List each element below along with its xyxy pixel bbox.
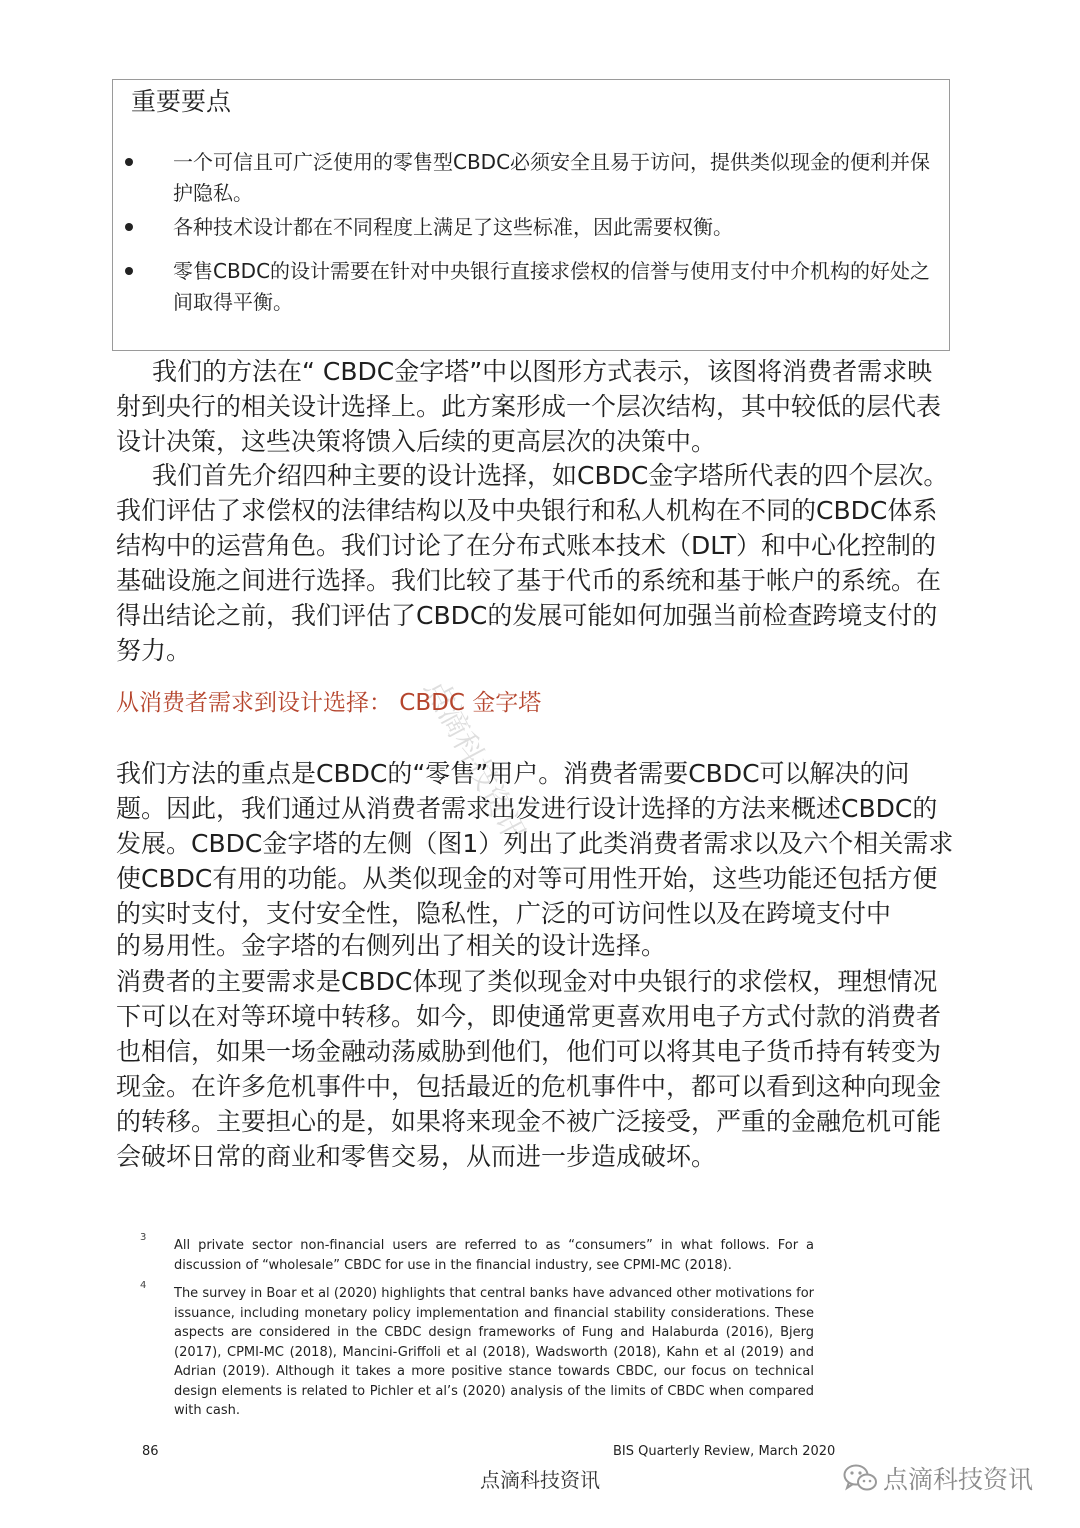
paragraph-cash-claim: 消费者的主要需求是CBDC体现了类似现金对中央银行的求偿权，理想情况下可以在对等环境中转移。如今，即使通常更喜欢用电子方式付款的消费者也相信，如果一场金融动荡威胁到他们，他们可以将其电子货币持有转变为现金。在许多危机事件中，包括最近的危机事件中，都可以看到这种向现金的转移。主要担心的是，如果将来现金不被广泛接受，严重的金融危机可能会破坏日常的商业和零售交易，从而进一步造成破坏。 <box>116 967 942 1171</box>
journal-title: BIS Quarterly Review, March 2020 <box>613 1444 836 1459</box>
key-point-text: 零售CBDC的设计需要在针对中央银行直接求偿权的信誉与使用支付中介机构的好处之间取得平衡。 <box>173 259 931 314</box>
footnote-number: 3 <box>140 1232 147 1243</box>
section-heading: 从消费者需求到设计选择： CBDC 金字塔 <box>116 690 542 716</box>
bullet-dot-icon <box>125 267 133 275</box>
key-point-text: 一个可信且可广泛使用的零售型CBDC必须安全且易于访问，提供类似现金的便利并保护隐私。 <box>173 150 931 205</box>
wechat-account[interactable] <box>843 1462 1033 1494</box>
footnote-3 <box>140 1232 820 1275</box>
paragraph-method: 我们的方法在“ CBDC金字塔”中以图形方式表示，该图将消费者需求映射到央行的相关设计选择上。此方案形成一个层次结构，其中较低的层代表设计决策，这些决策将馈入后续的更高层次的决策中。 <box>116 357 942 456</box>
footnote-text: All private sector non-financial users are referred to as “consumers” in what follows. For a discussion of “wholesale” CBDC for use in the financial industry, see CPMI-MC (2018). <box>174 1238 814 1273</box>
paragraph-consumer-needs: 我们方法的重点是CBDC的“零售”用户。消费者需要CBDC可以解决的问题。因此，我们通过从消费者需求出发进行设计选择的方法来概述CBDC的发展。CBDC金字塔的左侧（图1）列出了此类消费者需求以及六个相关需求使CBDC有用的功能。从类似现金的对等可用性开始，这些功能还包括方便的实时支付，支付安全性，隐私性，广泛的可访问性以及在跨境支付中 <box>116 759 954 928</box>
footnote-number: 4 <box>140 1280 147 1291</box>
bullet-dot-icon <box>125 158 133 166</box>
key-point-item <box>125 212 945 243</box>
wechat-icon <box>843 1464 877 1492</box>
key-point-text: 各种技术设计都在不同程度上满足了这些标准，因此需要权衡。 <box>173 215 733 239</box>
page-number: 86 <box>142 1444 159 1459</box>
key-points-box <box>112 79 950 351</box>
watermark: 点滴科技资讯 <box>417 673 533 850</box>
footnote-text: The survey in Boar et al (2020) highlights that central banks have advanced other motivations for issuance, including monetary policy implementation and financial stability considerations. These aspects are considered in the CBDC design frameworks of Fung and Halaburda (2016), Bjerg (2017), CPMI-MC (2018), Mancini-Griffoli et al (2018), Wadsworth (2018), Kahn et al (2019) and Adrian (2019). Although it takes a more positive stance towards CBDC, our focus on technical design elements is related to Pichler et al’s (2020) analysis of the limits of CBDC when compared with cash. <box>174 1286 814 1418</box>
paragraph-overview: 我们首先介绍四种主要的设计选择，如CBDC金字塔所代表的四个层次。我们评估了求偿权的法律结构以及中央银行和私人机构在不同的CBDC体系结构中的运营角色。我们讨论了在分布式账本技术（DLT）和中心化控制的基础设施之间进行选择。我们比较了基于代币的系统和基于帐户的系统。在得出结论之前，我们评估了CBDC的发展可能如何加强当前检查跨境支付的努力。 <box>116 461 949 665</box>
key-point-item <box>125 256 945 318</box>
wechat-account-name: 点滴科技资讯 <box>883 1465 1034 1494</box>
source-caption: 点滴科技资讯 <box>480 1468 600 1492</box>
footnote-4 <box>140 1280 820 1421</box>
paragraph-consumer-needs-end: 的易用性。金字塔的右侧列出了相关的设计选择。 <box>116 931 667 960</box>
bullet-dot-icon <box>125 223 133 231</box>
key-point-item <box>125 147 945 209</box>
key-points-title: 重要要点 <box>131 87 232 116</box>
